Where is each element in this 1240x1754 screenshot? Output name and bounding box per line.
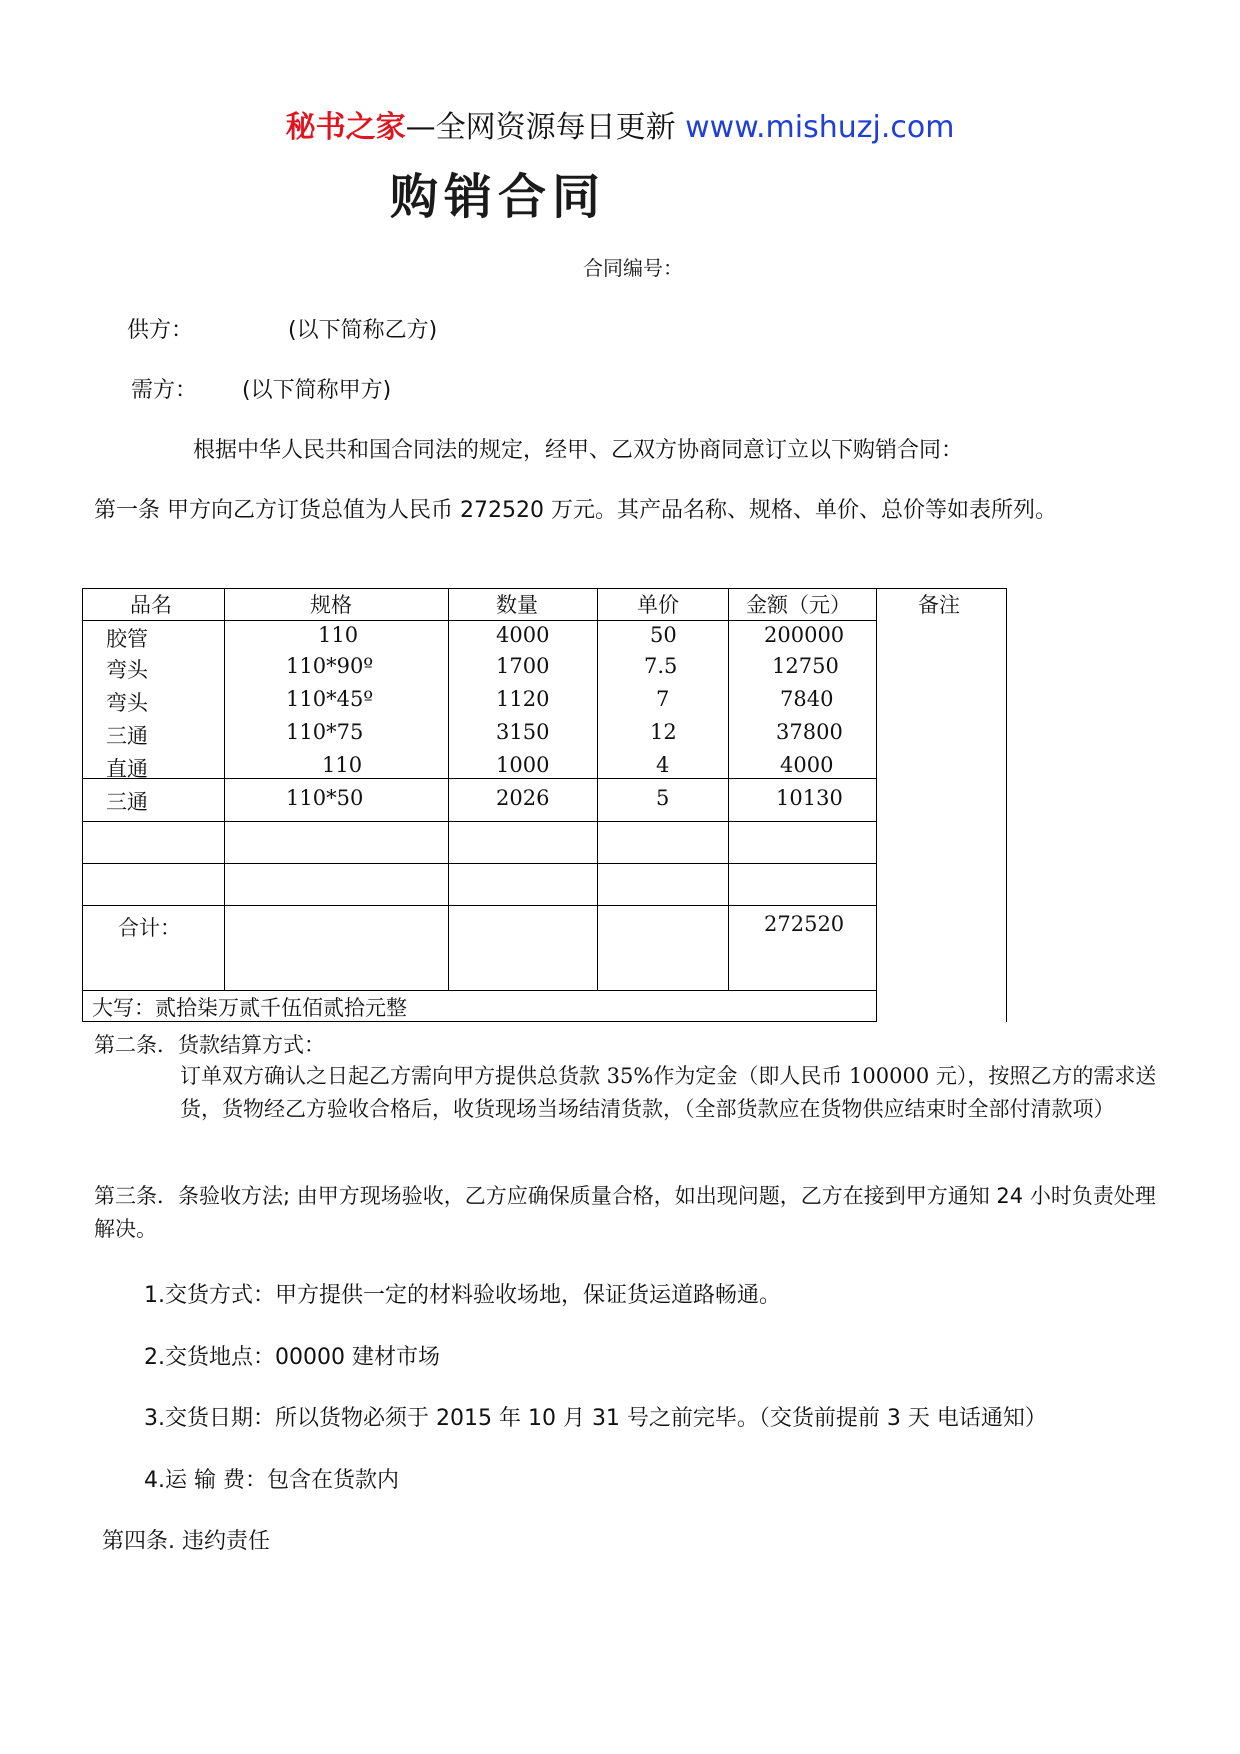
- article-2-body: 订单双方确认之日起乙方需向甲方提供总货款 35%作为定金（即人民币 100000 元），按照乙方的需求送货，货物经乙方验收合格后，收货现场当场结清货款，（全部货款应在货物供应结束时全部付清款项）: [180, 1064, 1157, 1121]
- cell-qty: 4000: [496, 623, 550, 647]
- buyer-label: 需方：: [131, 378, 198, 403]
- supplier-note: (以下简称乙方): [288, 318, 438, 343]
- site-url-link[interactable]: www.mishuzj.com: [685, 110, 955, 145]
- cell-amount: 4000: [780, 753, 834, 777]
- buyer-note: (以下简称甲方): [242, 378, 392, 403]
- cell-spec: 110*75: [286, 720, 364, 744]
- article-1: 第一条 甲方向乙方订货总值为人民币 272520 万元。其产品名称、规格、单价、总价等如表所列。: [94, 498, 1057, 523]
- cell-qty: 1000: [496, 753, 550, 777]
- intro-paragraph: 根据中华人民共和国合同法的规定，经甲、乙双方协商同意订立以下购销合同：: [193, 438, 964, 463]
- cell-unit-price: 7: [656, 687, 670, 711]
- freight: 4.运 输 费：包含在货款内: [144, 1468, 399, 1493]
- total-amount: 272520: [764, 912, 845, 936]
- article-2-heading: 第二条．货款结算方式：: [94, 1033, 325, 1057]
- header-spec: 规格: [310, 593, 352, 617]
- cell-spec: 110: [322, 753, 363, 777]
- cell-qty: 2026: [496, 786, 550, 810]
- capital-amount: 大写：贰拾柒万贰千伍佰贰拾元整: [92, 996, 407, 1020]
- cell-spec: 110: [318, 623, 359, 647]
- order-table: [82, 588, 1007, 1022]
- cell-qty: 1700: [496, 654, 550, 678]
- article-4-heading: 第四条. 违约责任: [102, 1529, 270, 1554]
- header-unit-price: 单价: [637, 593, 679, 617]
- cell-amount: 12750: [772, 654, 839, 678]
- cell-qty: 3150: [496, 720, 550, 744]
- cell-unit-price: 12: [650, 720, 677, 744]
- brand-name: 秘书之家: [285, 110, 406, 145]
- total-label: 合计：: [118, 916, 181, 940]
- cell-name: 直通: [106, 757, 148, 781]
- delivery-date: 3.交货日期：所以货物必须于 2015 年 10 月 31 号之前完毕。（交货前提前 3 天 电话通知）: [144, 1406, 1047, 1431]
- cell-name: 弯头: [106, 658, 148, 682]
- header-remarks: 备注: [918, 593, 960, 617]
- header-amount: 金额（元）: [746, 593, 851, 617]
- cell-name: 胶管: [106, 627, 148, 651]
- cell-name: 弯头: [106, 691, 148, 715]
- header-qty: 数量: [496, 593, 538, 617]
- cell-unit-price: 7.5: [644, 654, 678, 678]
- cell-amount: 200000: [764, 623, 845, 647]
- delivery-method: 1.交货方式：甲方提供一定的材料验收场地，保证货运道路畅通。: [144, 1283, 781, 1308]
- cell-unit-price: 4: [656, 753, 670, 777]
- cell-amount: 37800: [776, 720, 843, 744]
- cell-spec: 110*50: [286, 786, 364, 810]
- cell-unit-price: 50: [650, 623, 677, 647]
- document-title: 购销合同: [390, 169, 607, 225]
- cell-qty: 1120: [496, 687, 550, 711]
- cell-spec: 110*90º: [286, 654, 374, 678]
- cell-amount: 10130: [776, 786, 843, 810]
- header-name: 品名: [130, 593, 172, 617]
- site-header: [0, 102, 1240, 146]
- supplier-label: 供方：: [127, 318, 194, 343]
- cell-name: 三通: [106, 724, 148, 748]
- article-3: 第三条．条验收方法; 由甲方现场验收，乙方应确保质量合格，如出现问题，乙方在接到甲方通知 24 小时负责处理解决。: [94, 1184, 1156, 1241]
- cell-spec: 110*45º: [286, 687, 374, 711]
- cell-unit-price: 5: [656, 786, 670, 810]
- contract-number-label: 合同编号：: [583, 256, 683, 280]
- brand-tagline: —全网资源每日更新: [405, 110, 686, 145]
- delivery-place: 2.交货地点：00000 建材市场: [144, 1345, 440, 1370]
- cell-amount: 7840: [780, 687, 834, 711]
- cell-name: 三通: [106, 790, 148, 814]
